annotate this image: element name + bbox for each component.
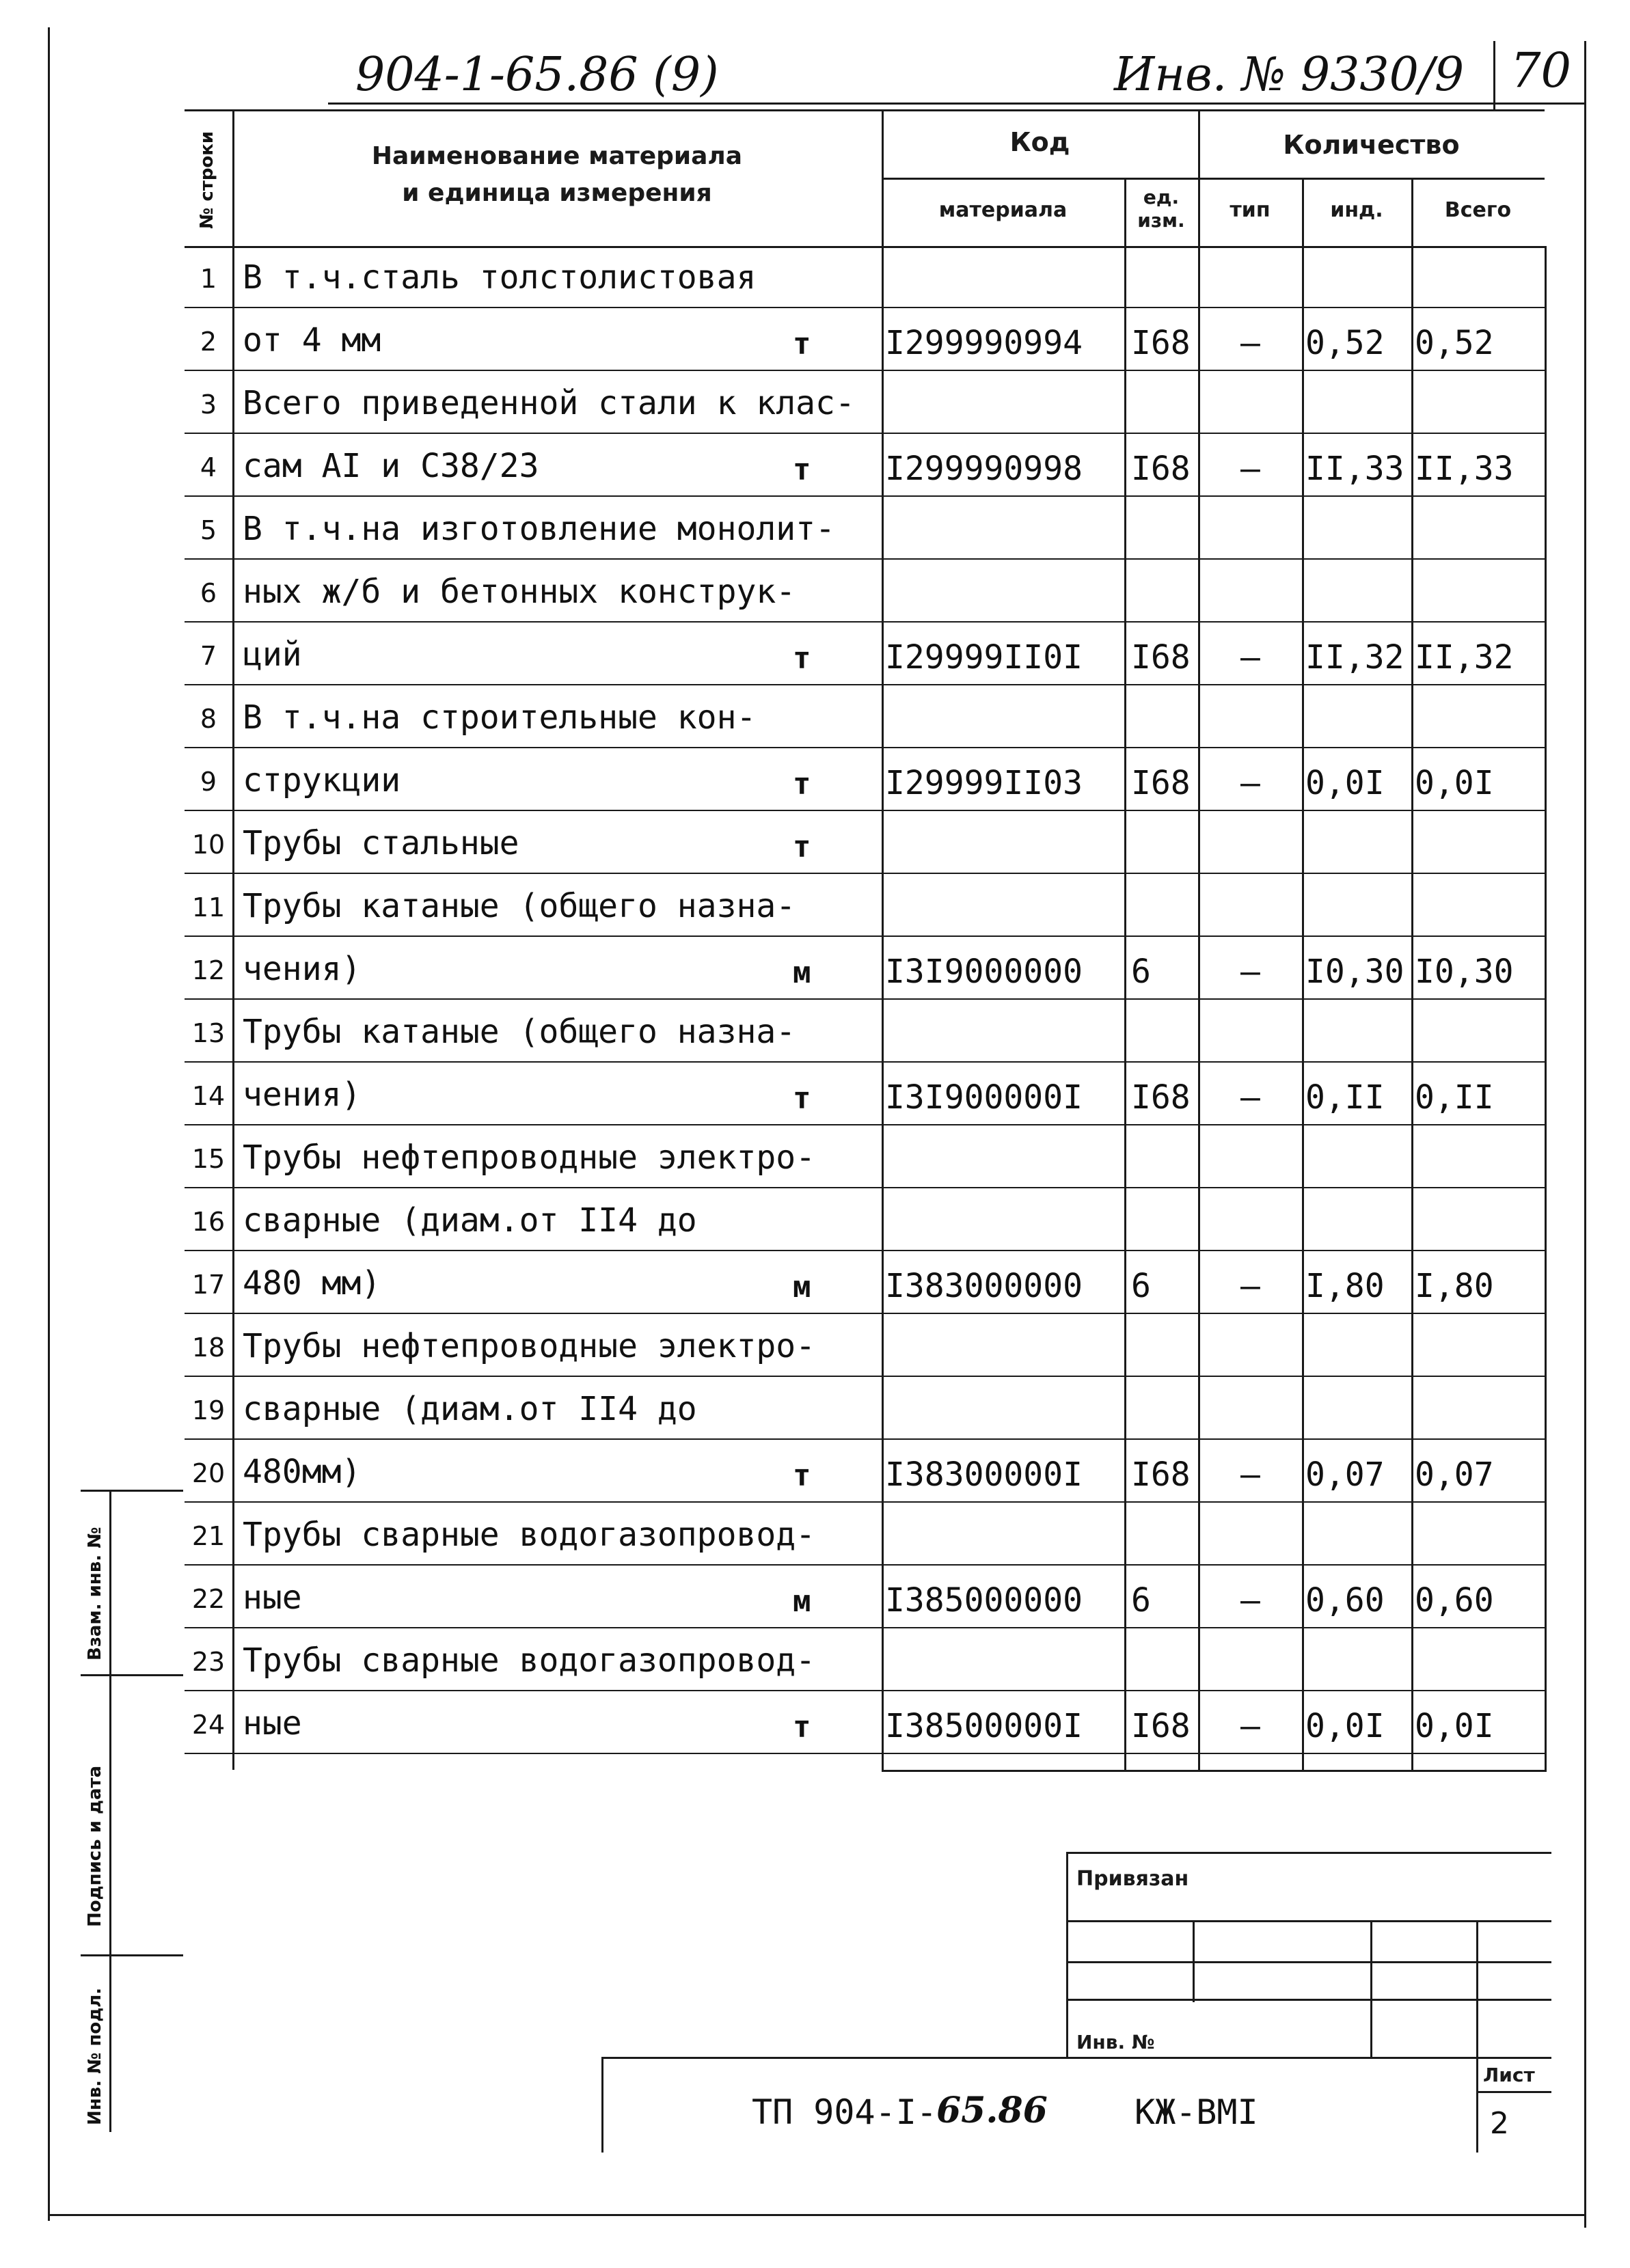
unit-letter: т [793,452,811,487]
tb-grid-line3 [1066,1999,1551,2001]
row-separator [185,1250,1547,1251]
quantity-type: – [1240,1078,1260,1117]
quantity-ind: 0,07 [1305,1456,1385,1494]
table-row [185,1440,1551,1503]
tb-sheet-label: Лист [1483,2064,1535,2086]
material-name: сварные (диам.от II4 до [243,1201,697,1240]
row-number: 22 [191,1584,226,1614]
unit-code: I68 [1131,638,1191,677]
row-separator [185,935,1547,937]
quantity-total: I,80 [1415,1267,1494,1305]
inventory-number: Инв. № 9330/9 [1114,48,1465,102]
header-code-material: материала [938,198,1068,222]
table-row [185,623,1551,686]
material-code: I38500000I [885,1707,1083,1745]
header-uom-line2: изм. [1137,209,1185,232]
row-separator [185,1376,1547,1377]
side-stamp-inv-original: Инв. № подл. [85,1987,105,2125]
project-code: 904-1-65.86 (9) [355,48,719,102]
material-code: I299990994 [885,324,1083,362]
table-row [185,1189,1551,1252]
tb-grid-col2 [1370,1920,1372,2057]
row-number: 10 [191,830,226,860]
table-row [185,1378,1551,1440]
row-separator [185,1753,1547,1754]
unit-code: I68 [1131,1078,1191,1117]
material-name: 480 мм) [243,1264,381,1302]
material-name: Трубы сварные водогазопровод- [243,1641,816,1680]
tb-grid-col3 [1476,1920,1478,2057]
row-separator [185,1501,1547,1503]
row-separator [185,370,1547,371]
material-name: ные [243,1579,302,1617]
header-code: Код [1009,127,1070,157]
quantity-total: 0,0I [1415,764,1494,802]
quantity-total: II,33 [1415,450,1514,488]
row-separator [185,621,1547,623]
row-number: 13 [191,1018,226,1048]
tb-doc-handwritten: 65.86 [936,2090,1048,2131]
tb-main-top [601,2057,1551,2059]
quantity-ind: I0,30 [1305,953,1404,991]
quantity-type: – [1240,450,1260,488]
tb-grid-col1 [1193,1920,1195,2002]
table-row [185,1000,1551,1063]
table-row [185,1503,1551,1566]
material-name: 480мм) [243,1453,362,1491]
header-qty-total: Всего [1444,198,1512,222]
row-number: 1 [200,264,217,294]
unit-code: I68 [1131,1456,1191,1494]
material-name: ные [243,1704,302,1743]
quantity-type: – [1240,1581,1260,1620]
table-row [185,1252,1551,1315]
row-separator [185,1627,1547,1628]
material-name: сварные (диам.от II4 до [243,1390,697,1428]
tb-main-left [601,2057,603,2153]
tb-grid-line1 [1066,1920,1551,1922]
row-separator [185,433,1547,434]
tb-bound-left [1066,1852,1068,2057]
table-row [185,938,1551,1000]
table-row [185,497,1551,560]
row-number: 16 [191,1207,226,1237]
table-row [185,1692,1551,1755]
table-row [185,246,1551,309]
header-qty-ind: инд. [1330,198,1383,222]
material-code: I3I900000I [885,1078,1083,1117]
row-number: 15 [191,1144,226,1174]
table-row [185,875,1551,938]
row-number: 12 [191,955,226,985]
material-name: Трубы катаные (общего назна- [243,887,796,925]
material-name: Трубы нефтепроводные электро- [243,1327,816,1365]
unit-letter: т [793,1458,811,1493]
tb-grid-line2 [1066,1961,1551,1963]
row-separator [185,873,1547,874]
quantity-ind: II,32 [1305,638,1404,677]
quantity-type: – [1240,1707,1260,1745]
table-row [185,560,1551,623]
material-name: от 4 мм [243,321,381,359]
row-separator [185,684,1547,685]
quantity-ind: II,33 [1305,450,1404,488]
material-name: В т.ч.на строительные кон- [243,698,757,737]
row-separator [185,1187,1547,1188]
material-name: Трубы сварные водогазопровод- [243,1516,816,1554]
unit-code: 6 [1131,1267,1151,1305]
table-row [185,1063,1551,1126]
header-row-no: № строки [197,131,217,229]
unit-letter: т [793,1710,811,1745]
tb-doc-mark: КЖ-ВМI [1135,2092,1258,2132]
material-name: чения) [243,1076,362,1114]
unit-code: I68 [1131,324,1191,362]
row-separator [185,1061,1547,1063]
tb-sheet-mid [1476,2091,1551,2093]
header-underline [328,103,1586,105]
tb-sheet-left [1476,2057,1478,2153]
row-number: 18 [191,1333,226,1363]
material-name: ций [243,636,302,674]
side-stamp-replace: Взам. инв. № [85,1527,105,1661]
material-code: I3I9000000 [885,953,1083,991]
side-stamp-divider [109,1490,111,2132]
unit-letter: м [793,1584,811,1619]
row-separator [185,1313,1547,1314]
material-name: струкции [243,761,401,800]
table-row [185,309,1551,372]
row-number: 8 [200,704,217,734]
material-name: В т.ч.сталь толстолистовая [243,258,757,297]
row-number: 4 [200,452,217,482]
header-qty-type: тип [1230,198,1271,222]
quantity-total: I0,30 [1415,953,1514,991]
side-stamp-top [81,1490,183,1492]
table-row [185,1629,1551,1692]
row-separator [185,810,1547,811]
table-row [185,686,1551,749]
row-number: 7 [200,641,217,671]
quantity-total: II,32 [1415,638,1514,677]
table-row [185,812,1551,875]
page-number-divider [1493,41,1495,109]
row-separator [185,1124,1547,1125]
unit-code: I68 [1131,764,1191,802]
quantity-type: – [1240,764,1260,802]
tb-bound-label: Привязан [1076,1867,1189,1891]
row-separator [185,1564,1547,1566]
material-code: I29999II0I [885,638,1083,677]
quantity-ind: 0,60 [1305,1581,1385,1620]
table-row [185,435,1551,497]
row-separator [185,1690,1547,1691]
frame-left [48,27,50,2221]
row-separator [185,747,1547,748]
material-name: чения) [243,950,362,988]
quantity-ind: 0,52 [1305,324,1385,362]
title-block [601,1852,1551,2153]
row-number: 21 [191,1521,226,1551]
frame-right [1584,41,1586,2228]
row-separator [185,495,1547,497]
table-bottom-line [882,1770,1547,1772]
tb-bound-top [1066,1852,1551,1854]
unit-letter: м [793,1270,811,1304]
table-row [185,1315,1551,1378]
header-name-line1: Наименование материала [371,142,743,170]
header-name-line2: и единица измерения [402,179,712,207]
quantity-type: – [1240,638,1260,677]
table-row [185,1126,1551,1189]
unit-code: I68 [1131,450,1191,488]
materials-table [185,109,1551,1777]
side-stamp-signature: Подпись и дата [85,1765,105,1927]
unit-letter: т [793,767,811,802]
row-number: 17 [191,1270,226,1300]
header-quantity: Количество [1283,130,1460,160]
row-separator [185,1438,1547,1440]
quantity-ind: 0,II [1305,1078,1385,1117]
quantity-total: 0,II [1415,1078,1494,1117]
unit-letter: т [793,641,811,676]
material-code: I385000000 [885,1581,1083,1620]
material-code: I383000000 [885,1267,1083,1305]
unit-code: I68 [1131,1707,1191,1745]
material-name: ных ж/б и бетонных конструк- [243,573,796,611]
side-stamp [81,1490,183,2132]
unit-letter: м [793,955,811,990]
unit-code: 6 [1131,953,1151,991]
table-row [185,1566,1551,1629]
row-number: 6 [200,578,217,608]
row-separator [185,998,1547,1000]
quantity-type: – [1240,324,1260,362]
unit-letter: т [793,830,811,864]
unit-code: 6 [1131,1581,1151,1620]
row-number: 20 [191,1458,226,1488]
material-name: Трубы нефтепроводные электро- [243,1138,816,1177]
row-separator [185,307,1547,308]
table-row [185,372,1551,435]
row-number: 9 [200,767,217,797]
row-number: 14 [191,1081,226,1111]
row-number: 23 [191,1647,226,1677]
frame-bottom [48,2214,1586,2216]
material-name: Трубы катаные (общего назна- [243,1013,796,1051]
row-number: 19 [191,1395,226,1425]
material-code: I29999II03 [885,764,1083,802]
quantity-ind: 0,0I [1305,1707,1385,1745]
quantity-total: 0,0I [1415,1707,1494,1745]
unit-letter: т [793,1081,811,1116]
row-number: 5 [200,515,217,545]
quantity-total: 0,52 [1415,324,1494,362]
header-uom-line1: ед. [1143,186,1180,208]
tb-doc-prefix: ТП 904-I- [752,2092,937,2132]
material-name: Трубы стальные [243,824,519,862]
quantity-ind: 0,0I [1305,764,1385,802]
material-code: I299990998 [885,450,1083,488]
subheader-line [882,178,1545,180]
quantity-total: 0,07 [1415,1456,1494,1494]
quantity-total: 0,60 [1415,1581,1494,1620]
quantity-ind: I,80 [1305,1267,1385,1305]
row-number: 24 [191,1710,226,1740]
material-name: В т.ч.на изготовление монолит- [243,510,835,548]
table-top-line [185,109,1545,111]
quantity-type: – [1240,953,1260,991]
row-number: 2 [200,327,217,357]
page-number: 70 [1510,42,1572,98]
row-number: 3 [200,390,217,420]
table-row [185,749,1551,812]
material-name: Всего приведенной стали к клас- [243,384,855,422]
unit-letter: т [793,327,811,361]
side-stamp-sep1 [81,1674,183,1676]
material-code: I38300000I [885,1456,1083,1494]
side-stamp-sep2 [81,1954,183,1956]
material-name: сам AI и C38/23 [243,447,539,485]
quantity-type: – [1240,1267,1260,1305]
row-number: 11 [191,892,226,923]
tb-sheet-number: 2 [1490,2106,1509,2141]
row-separator [185,558,1547,560]
quantity-type: – [1240,1456,1260,1494]
tb-inv-label: Инв. № [1076,2031,1155,2053]
